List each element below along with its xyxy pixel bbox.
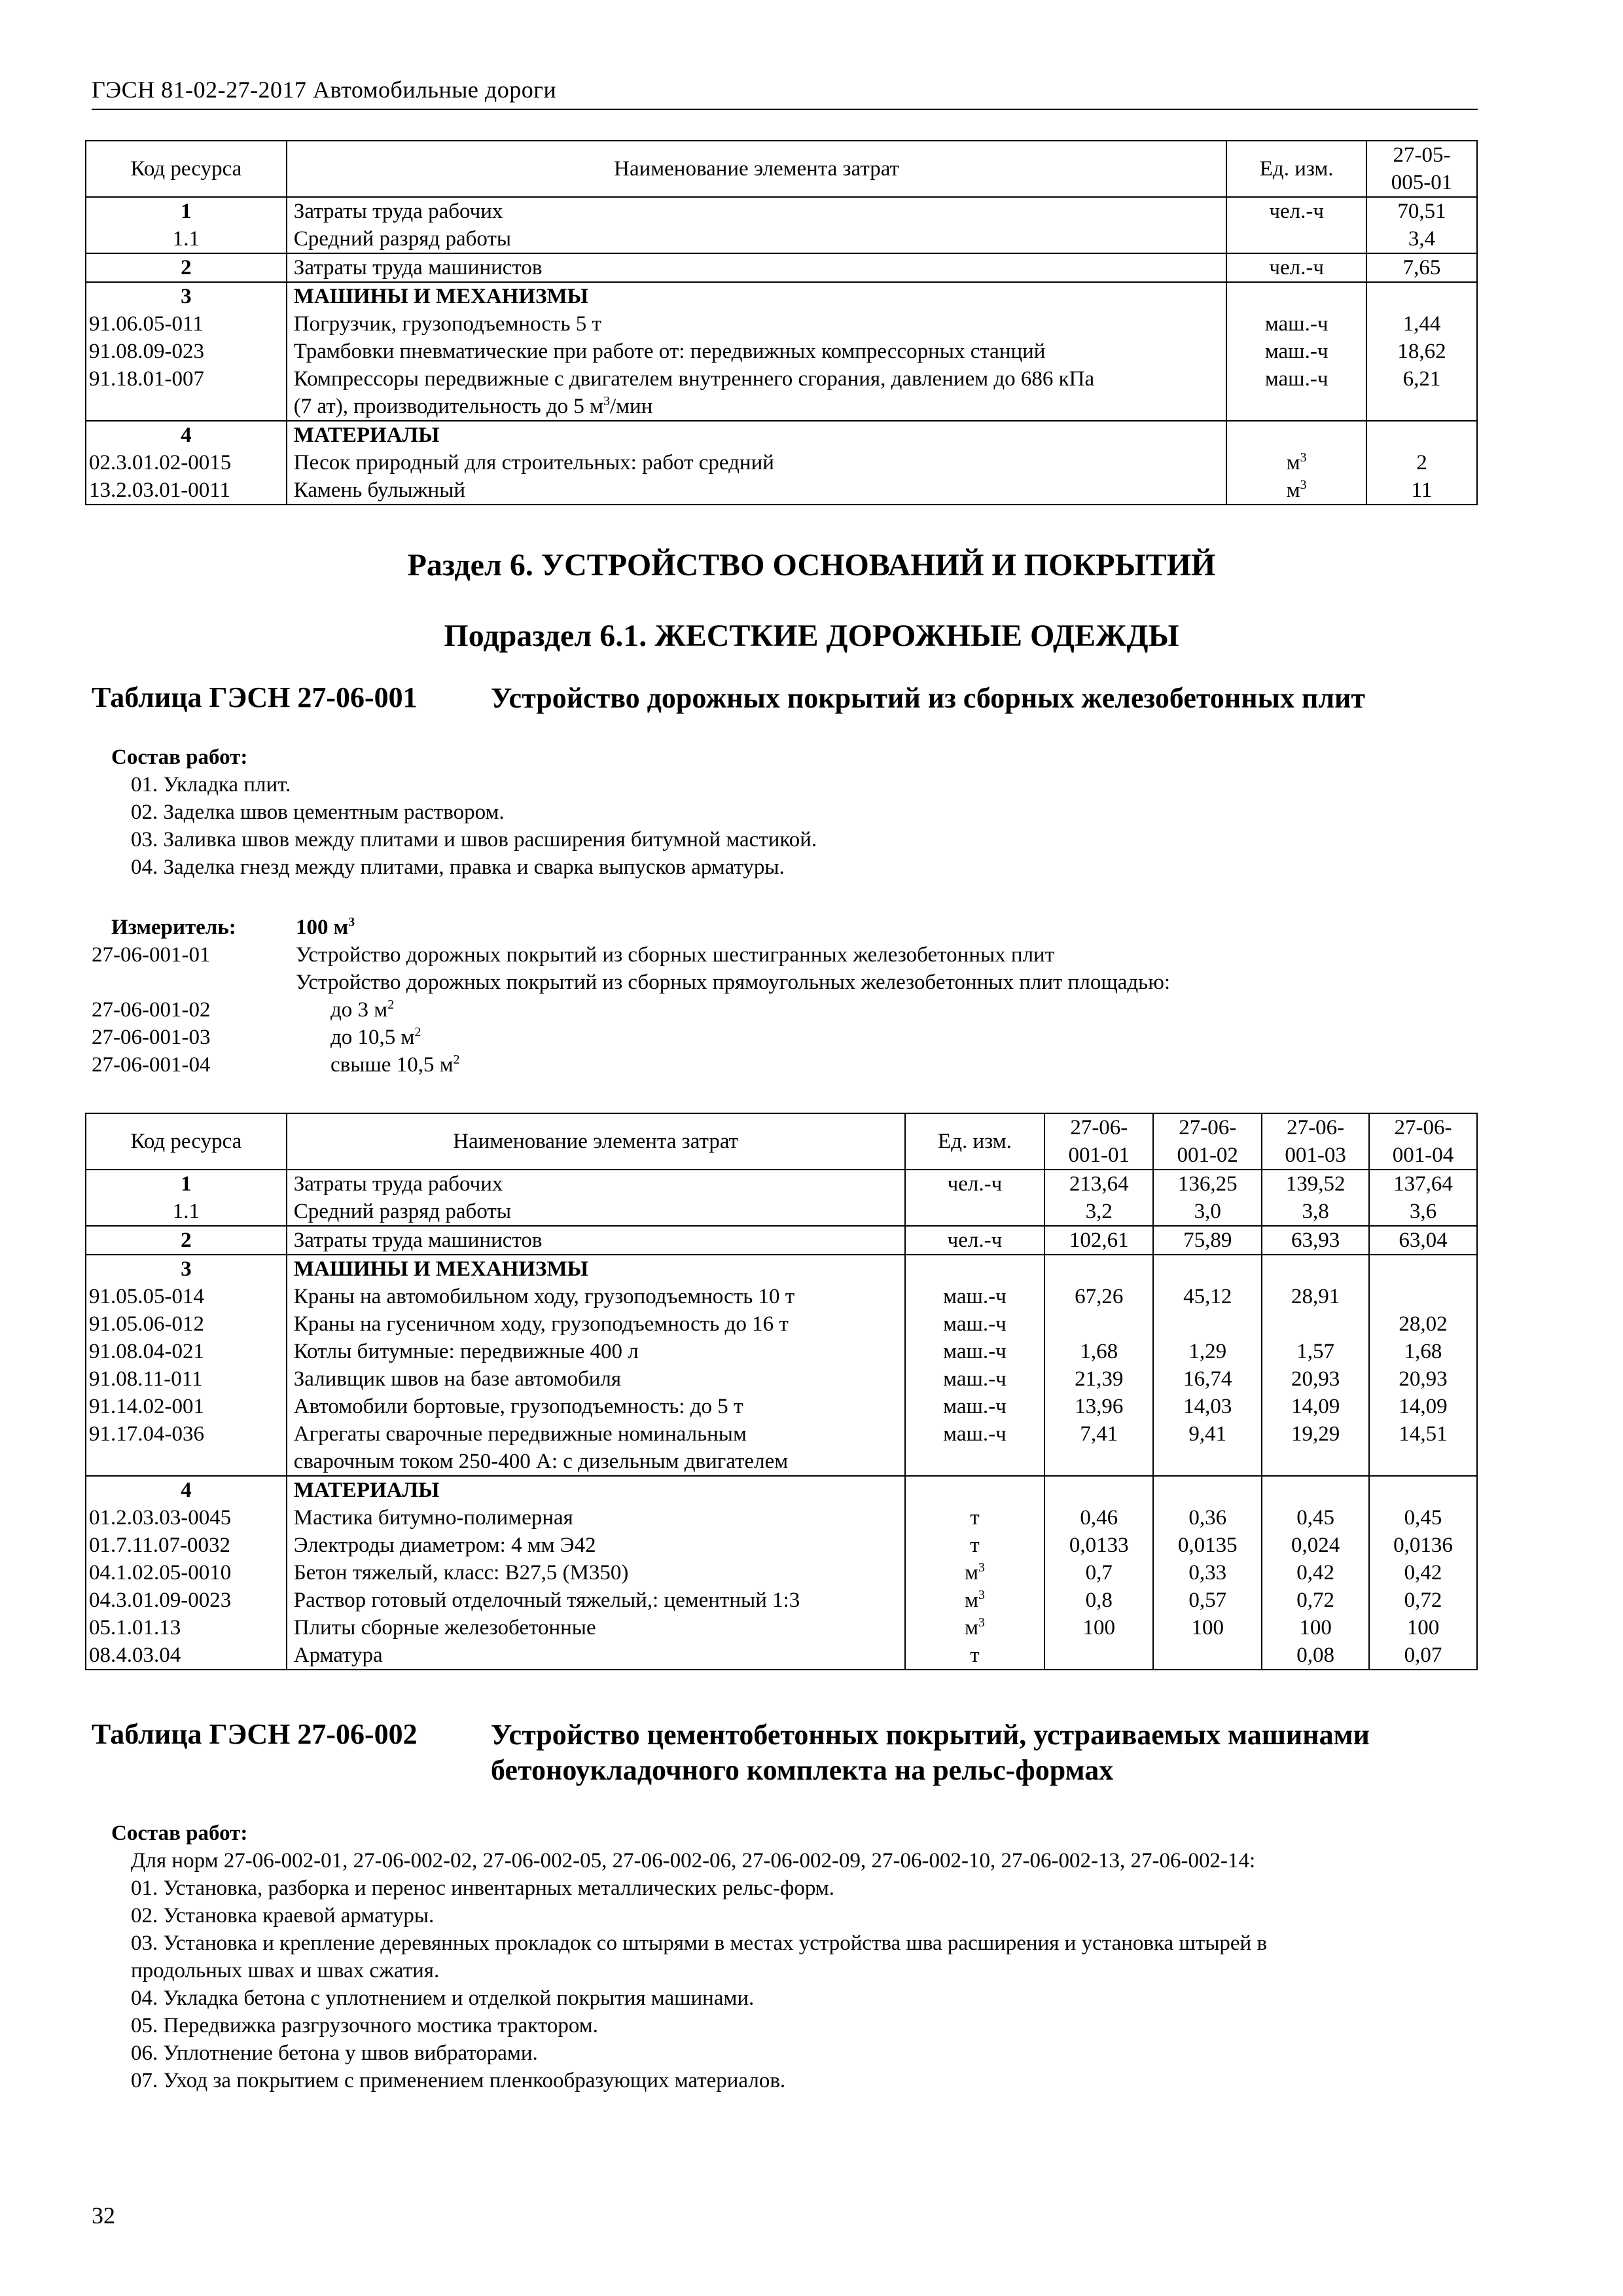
work-item: 04. Заделка гнезд между плитами, правка и сварка выпусков арматуры. <box>131 855 785 879</box>
col-header-norm-2: 27-06- 001-02 <box>1153 1113 1262 1170</box>
meter-item <box>92 996 1478 1024</box>
meter-item <box>92 941 1478 969</box>
norm-value-3: 3,8 <box>1262 1198 1369 1226</box>
resource-unit: $м^3$ <box>1226 449 1366 476</box>
meter-item <box>92 1024 1478 1051</box>
norm-value-1: 0,7 <box>1044 1559 1153 1587</box>
resource-code: 4 <box>86 1476 287 1504</box>
norm-value-2: 0,33 <box>1153 1559 1262 1587</box>
norm-description: до 10,5 $м^2$ <box>330 1025 421 1049</box>
table-row <box>86 282 1477 310</box>
resource-unit: $м^3$ <box>905 1587 1045 1614</box>
norm-value-1: 21,39 <box>1044 1365 1153 1393</box>
table-title-27-06-001 <box>92 681 1478 720</box>
norm-value: 18,62 <box>1366 338 1477 365</box>
work-item: 05. Передвижка разгрузочного мостика трактором. <box>131 2014 598 2037</box>
norm-value-2 <box>1153 1476 1262 1504</box>
work-item: 02. Установка краевой арматуры. <box>131 1904 435 1928</box>
norm-value-4: 28,02 <box>1369 1310 1477 1338</box>
norm-value-2: 136,25 <box>1153 1170 1262 1198</box>
norm-value <box>1366 282 1477 310</box>
norm-value-3 <box>1262 1310 1369 1338</box>
norm-value-4: 0,0136 <box>1369 1532 1477 1559</box>
col-header-norm-3: 27-06- 001-03 <box>1262 1113 1369 1170</box>
page-number: 32 <box>92 2202 115 2229</box>
work-item: Для норм 27-06-002-01, 27-06-002-02, 27-06-002-05, 27-06-002-06, 27-06-002-09, 27-06-002-10, 27-06-002-13, 27-06-002-14: <box>131 1849 1256 1873</box>
norm-value-2: 75,89 <box>1153 1226 1262 1255</box>
resource-name: МАШИНЫ И МЕХАНИЗМЫ <box>287 282 1226 310</box>
norm-code: 27-06-001-04 <box>92 1053 211 1077</box>
table-name-line2: бетоноукладочного комплекта на рельс-формах <box>491 1754 1114 1786</box>
resource-name: Средний разряд работы <box>287 225 1226 253</box>
resource-unit: маш.-ч <box>905 1365 1045 1393</box>
norm-value-2: 16,74 <box>1153 1365 1262 1393</box>
resource-name: Электроды диаметром: 4 мм Э42 <box>287 1532 905 1559</box>
norm-value-2: 45,12 <box>1153 1283 1262 1310</box>
table-row <box>86 1338 1477 1365</box>
norm-code: 27-06-001-01 <box>92 943 211 967</box>
table-row <box>86 1532 1477 1559</box>
table-row <box>86 1587 1477 1614</box>
work-item: 01. Установка, разборка и перенос инвентарных металлических рельс-форм. <box>131 1876 835 1900</box>
norm-value-4: 0,45 <box>1369 1504 1477 1532</box>
resource-name: Краны на гусеничном ходу, грузоподъемность до 16 т <box>287 1310 905 1338</box>
norm-value-4: 137,64 <box>1369 1170 1477 1198</box>
norm-value-3 <box>1262 1476 1369 1504</box>
table-title-27-06-002 <box>92 1717 1478 1796</box>
table-row <box>86 1641 1477 1670</box>
table-row <box>86 1255 1477 1283</box>
resource-unit: $м^3$ <box>905 1559 1045 1587</box>
norm-value-3: 28,91 <box>1262 1283 1369 1310</box>
norm-value-4: 0,07 <box>1369 1641 1477 1670</box>
resource-code: 4 <box>86 421 287 449</box>
norm-value-3: 0,45 <box>1262 1504 1369 1532</box>
table-row <box>86 1476 1477 1504</box>
resource-code: 02.3.01.02-0015 <box>86 449 287 476</box>
table-name: Устройство дорожных покрытий из сборных железобетонных плит <box>491 682 1365 714</box>
norm-value: 2 <box>1366 449 1477 476</box>
col-header-code: Код ресурса <box>86 1113 287 1170</box>
norm-value-1: 1,68 <box>1044 1338 1153 1365</box>
norm-value-4: 14,09 <box>1369 1393 1477 1420</box>
table-row <box>86 365 1477 421</box>
table-row <box>86 310 1477 338</box>
work-item: 03. Заливка швов между плитами и швов расширения битумной мастикой. <box>131 828 817 852</box>
resource-unit: чел.-ч <box>905 1226 1045 1255</box>
resource-unit: чел.-ч <box>1226 253 1366 282</box>
resource-name: Плиты сборные железобетонные <box>287 1614 905 1641</box>
norm-value-3: 14,09 <box>1262 1393 1369 1420</box>
resource-name: Средний разряд работы <box>287 1198 905 1226</box>
work-item: 07. Уход за покрытием с применением пленкообразующих материалов. <box>131 2069 786 2092</box>
header-rule <box>92 109 1478 110</box>
resource-unit: т <box>905 1641 1045 1670</box>
resource-code: 91.14.02-001 <box>86 1393 287 1420</box>
norm-value-1: 0,0133 <box>1044 1532 1153 1559</box>
resource-name: Погрузчик, грузоподъемность 5 т <box>287 310 1226 338</box>
norm-value-2: 0,36 <box>1153 1504 1262 1532</box>
resource-code: 04.1.02.05-0010 <box>86 1559 287 1587</box>
col-header-unit: Ед. изм. <box>1226 141 1366 197</box>
resource-unit: маш.-ч <box>905 1283 1045 1310</box>
meter-block <box>92 914 1478 1079</box>
resource-unit: чел.-ч <box>1226 197 1366 225</box>
resource-name: Автомобили бортовые, грузоподъемность: до 5 т <box>287 1393 905 1420</box>
norm-value-3: 1,57 <box>1262 1338 1369 1365</box>
norm-value-2 <box>1153 1641 1262 1670</box>
resource-unit <box>905 1476 1045 1504</box>
norm-value-4: 20,93 <box>1369 1365 1477 1393</box>
table-row <box>86 449 1477 476</box>
norm-value-4: 100 <box>1369 1614 1477 1641</box>
norm-value-1: 13,96 <box>1044 1393 1153 1420</box>
resource-name: Компрессоры передвижные с двигателем внутреннего сгорания, давлением до 686 кПа (7 ат), производительность до 5 $м^3$/мин <box>287 365 1226 421</box>
table-row <box>86 476 1477 505</box>
table-row <box>86 197 1477 225</box>
work-item: 03. Установка и крепление деревянных прокладок со штырями в местах устройства шва расширения и установка штырей в <box>131 1931 1268 1955</box>
col-header-code: Код ресурса <box>86 141 287 197</box>
norm-value-1: 67,26 <box>1044 1283 1153 1310</box>
norm-description: до 3 $м^2$ <box>330 997 395 1022</box>
norm-value-3: 0,08 <box>1262 1641 1369 1670</box>
resource-code: 91.08.04-021 <box>86 1338 287 1365</box>
meter-items <box>92 941 1478 1079</box>
resource-name: Затраты труда машинистов <box>287 1226 905 1255</box>
norm-value-3: 100 <box>1262 1614 1369 1641</box>
resource-unit <box>1226 421 1366 449</box>
norm-value-3: 19,29 <box>1262 1420 1369 1476</box>
norm-description: Устройство дорожных покрытий из сборных шестигранных железобетонных плит <box>296 943 1055 967</box>
table-row <box>86 1365 1477 1393</box>
resource-code: 3 <box>86 282 287 310</box>
norm-value-3: 63,93 <box>1262 1226 1369 1255</box>
col-header-name: Наименование элемента затрат <box>287 1113 905 1170</box>
table-row <box>86 1393 1477 1420</box>
norm-value-4 <box>1369 1283 1477 1310</box>
resource-table-27-06-001 <box>85 1113 1478 1670</box>
table-row <box>86 225 1477 253</box>
col-header-unit: Ед. изм. <box>905 1113 1045 1170</box>
resource-unit: маш.-ч <box>1226 338 1366 365</box>
meter-label: Измеритель: <box>111 916 236 939</box>
work-item: продольных швах и швах сжатия. <box>131 1959 440 1982</box>
table-code: Таблица ГЭСН 27-06-001 <box>92 681 418 713</box>
table-row <box>86 1310 1477 1338</box>
norm-value-2: 0,0135 <box>1153 1532 1262 1559</box>
section-title: Раздел 6. УСТРОЙСТВО ОСНОВАНИЙ И ПОКРЫТИЙ <box>407 548 1216 583</box>
resource-unit <box>905 1255 1045 1283</box>
norm-value-3 <box>1262 1255 1369 1283</box>
resource-code: 1 <box>86 1170 287 1198</box>
meter-value: 100 $м^3$ <box>296 915 355 939</box>
norm-value-1: 7,41 <box>1044 1420 1153 1476</box>
resource-name: Мастика битумно-полимерная <box>287 1504 905 1532</box>
resource-code: 1.1 <box>86 1198 287 1226</box>
norm-value-4: 63,04 <box>1369 1226 1477 1255</box>
resource-unit <box>1226 282 1366 310</box>
norm-value-1: 3,2 <box>1044 1198 1153 1226</box>
norm-value: 7,65 <box>1366 253 1477 282</box>
resource-code: 01.2.03.03-0045 <box>86 1504 287 1532</box>
norm-value-1: 0,8 <box>1044 1587 1153 1614</box>
works-list-27-06-001 <box>92 744 817 881</box>
work-item: 06. Уплотнение бетона у швов вибраторами. <box>131 2041 538 2065</box>
resource-code: 1.1 <box>86 225 287 253</box>
resource-name: МАТЕРИАЛЫ <box>287 1476 905 1504</box>
works-list-27-06-002 <box>92 1820 1478 2094</box>
table-row <box>86 253 1477 282</box>
resource-name: Краны на автомобильном ходу, грузоподъемность 10 т <box>287 1283 905 1310</box>
table-name-line1: Устройство цементобетонных покрытий, устраиваемых машинами <box>491 1719 1370 1751</box>
table-row <box>86 1226 1477 1255</box>
resource-code: 04.3.01.09-0023 <box>86 1587 287 1614</box>
norm-value-2 <box>1153 1310 1262 1338</box>
resource-unit: чел.-ч <box>905 1170 1045 1198</box>
norm-value-3: 0,42 <box>1262 1559 1369 1587</box>
works-heading: Состав работ: <box>111 1821 248 1845</box>
table-row <box>86 1420 1477 1476</box>
resource-name: МАШИНЫ И МЕХАНИЗМЫ <box>287 1255 905 1283</box>
resource-code: 91.18.01-007 <box>86 365 287 421</box>
norm-value-4 <box>1369 1476 1477 1504</box>
resource-code: 91.05.06-012 <box>86 1310 287 1338</box>
resource-code: 01.7.11.07-0032 <box>86 1532 287 1559</box>
resource-unit: маш.-ч <box>1226 365 1366 421</box>
norm-value-1 <box>1044 1476 1153 1504</box>
resource-name: Бетон тяжелый, класс: В27,5 (М350) <box>287 1559 905 1587</box>
norm-value-4: 0,42 <box>1369 1559 1477 1587</box>
norm-value-3: 20,93 <box>1262 1365 1369 1393</box>
subsection-title: Подраздел 6.1. ЖЕСТКИЕ ДОРОЖНЫЕ ОДЕЖДЫ <box>444 619 1179 653</box>
resource-code: 91.08.11-011 <box>86 1365 287 1393</box>
works-heading: Состав работ: <box>111 745 248 769</box>
norm-value: 11 <box>1366 476 1477 505</box>
resource-code: 05.1.01.13 <box>86 1614 287 1641</box>
table-row <box>86 1198 1477 1226</box>
norm-code: 27-06-001-03 <box>92 1026 211 1049</box>
resource-name: Камень булыжный <box>287 476 1226 505</box>
col-header-name: Наименование элемента затрат <box>287 141 1226 197</box>
resource-unit: маш.-ч <box>905 1420 1045 1476</box>
resource-unit: маш.-ч <box>905 1393 1045 1420</box>
norm-description: свыше 10,5 $м^2$ <box>330 1052 460 1077</box>
norm-value-1: 100 <box>1044 1614 1153 1641</box>
norm-value-4: 14,51 <box>1369 1420 1477 1476</box>
resource-unit <box>1226 225 1366 253</box>
table-code: Таблица ГЭСН 27-06-002 <box>92 1718 418 1750</box>
resource-unit: $м^3$ <box>905 1614 1045 1641</box>
resource-name: Затраты труда рабочих <box>287 197 1226 225</box>
resource-name: МАТЕРИАЛЫ <box>287 421 1226 449</box>
norm-value-1 <box>1044 1255 1153 1283</box>
resource-name: Раствор готовый отделочный тяжелый,: цементный 1:3 <box>287 1587 905 1614</box>
norm-value: 1,44 <box>1366 310 1477 338</box>
norm-value-4: 3,6 <box>1369 1198 1477 1226</box>
resource-code: 91.06.05-011 <box>86 310 287 338</box>
works-items <box>92 771 817 881</box>
norm-value: 6,21 <box>1366 365 1477 421</box>
resource-code: 91.08.09-023 <box>86 338 287 365</box>
norm-value-4: 0,72 <box>1369 1587 1477 1614</box>
resource-name: Трамбовки пневматические при работе от: передвижных компрессорных станций <box>287 338 1226 365</box>
table-row <box>86 1559 1477 1587</box>
norm-value-2: 100 <box>1153 1614 1262 1641</box>
table-row <box>86 421 1477 449</box>
work-item: 02. Заделка швов цементным раствором. <box>131 800 505 824</box>
col-header-norm-1: 27-06- 001-01 <box>1044 1113 1153 1170</box>
work-item: 01. Укладка плит. <box>131 773 291 797</box>
norm-description: Устройство дорожных покрытий из сборных прямоугольных железобетонных плит площадью: <box>296 971 1171 994</box>
resource-name: Котлы битумные: передвижные 400 л <box>287 1338 905 1365</box>
resource-code: 3 <box>86 1255 287 1283</box>
resource-code: 1 <box>86 197 287 225</box>
table-row <box>86 1283 1477 1310</box>
norm-value-2: 1,29 <box>1153 1338 1262 1365</box>
resource-code: 91.17.04-036 <box>86 1420 287 1476</box>
resource-unit: т <box>905 1504 1045 1532</box>
norm-value-1: 213,64 <box>1044 1170 1153 1198</box>
resource-name: Песок природный для строительных: работ средний <box>287 449 1226 476</box>
table-name <box>491 1717 1486 1788</box>
resource-code: 13.2.03.01-0011 <box>86 476 287 505</box>
resource-name: Арматура <box>287 1641 905 1670</box>
norm-value-1 <box>1044 1641 1153 1670</box>
norm-value-4 <box>1369 1255 1477 1283</box>
norm-value-2: 9,41 <box>1153 1420 1262 1476</box>
resource-unit: $м^3$ <box>1226 476 1366 505</box>
resource-code: 2 <box>86 253 287 282</box>
running-header: ГЭСН 81-02-27-2017 Автомобильные дороги <box>92 77 557 103</box>
meter-item <box>92 969 1478 996</box>
resource-name: Агрегаты сварочные передвижные номинальным сварочным током 250-400 А: с дизельным двигателем <box>287 1420 905 1476</box>
work-item: 04. Укладка бетона с уплотнением и отделкой покрытия машинами. <box>131 1986 755 2010</box>
resource-name: Затраты труда машинистов <box>287 253 1226 282</box>
norm-value: 3,4 <box>1366 225 1477 253</box>
norm-value-4: 1,68 <box>1369 1338 1477 1365</box>
norm-value-3: 0,024 <box>1262 1532 1369 1559</box>
resource-code: 2 <box>86 1226 287 1255</box>
norm-value-2 <box>1153 1255 1262 1283</box>
resource-unit: т <box>905 1532 1045 1559</box>
norm-value-1 <box>1044 1310 1153 1338</box>
norm-code: 27-06-001-02 <box>92 998 211 1022</box>
resource-unit: маш.-ч <box>1226 310 1366 338</box>
resource-table-27-05-005 <box>85 140 1478 505</box>
meter-item <box>92 1051 1478 1079</box>
table-row <box>86 1614 1477 1641</box>
norm-value <box>1366 421 1477 449</box>
resource-unit: маш.-ч <box>905 1310 1045 1338</box>
resource-unit: маш.-ч <box>905 1338 1045 1365</box>
norm-value-2: 0,57 <box>1153 1587 1262 1614</box>
norm-value-2: 14,03 <box>1153 1393 1262 1420</box>
col-header-norm: 27-05- 005-01 <box>1366 141 1477 197</box>
resource-name: Заливщик швов на базе автомобиля <box>287 1365 905 1393</box>
resource-name: Затраты труда рабочих <box>287 1170 905 1198</box>
table-row <box>86 338 1477 365</box>
norm-value-1: 0,46 <box>1044 1504 1153 1532</box>
table-row <box>86 1504 1477 1532</box>
works-items <box>92 1847 1478 2094</box>
table-row <box>86 1170 1477 1198</box>
norm-value-2: 3,0 <box>1153 1198 1262 1226</box>
resource-code: 91.05.05-014 <box>86 1283 287 1310</box>
resource-code: 08.4.03.04 <box>86 1641 287 1670</box>
norm-value-1: 102,61 <box>1044 1226 1153 1255</box>
norm-value: 70,51 <box>1366 197 1477 225</box>
col-header-norm-4: 27-06- 001-04 <box>1369 1113 1477 1170</box>
resource-unit <box>905 1198 1045 1226</box>
norm-value-3: 139,52 <box>1262 1170 1369 1198</box>
norm-value-3: 0,72 <box>1262 1587 1369 1614</box>
